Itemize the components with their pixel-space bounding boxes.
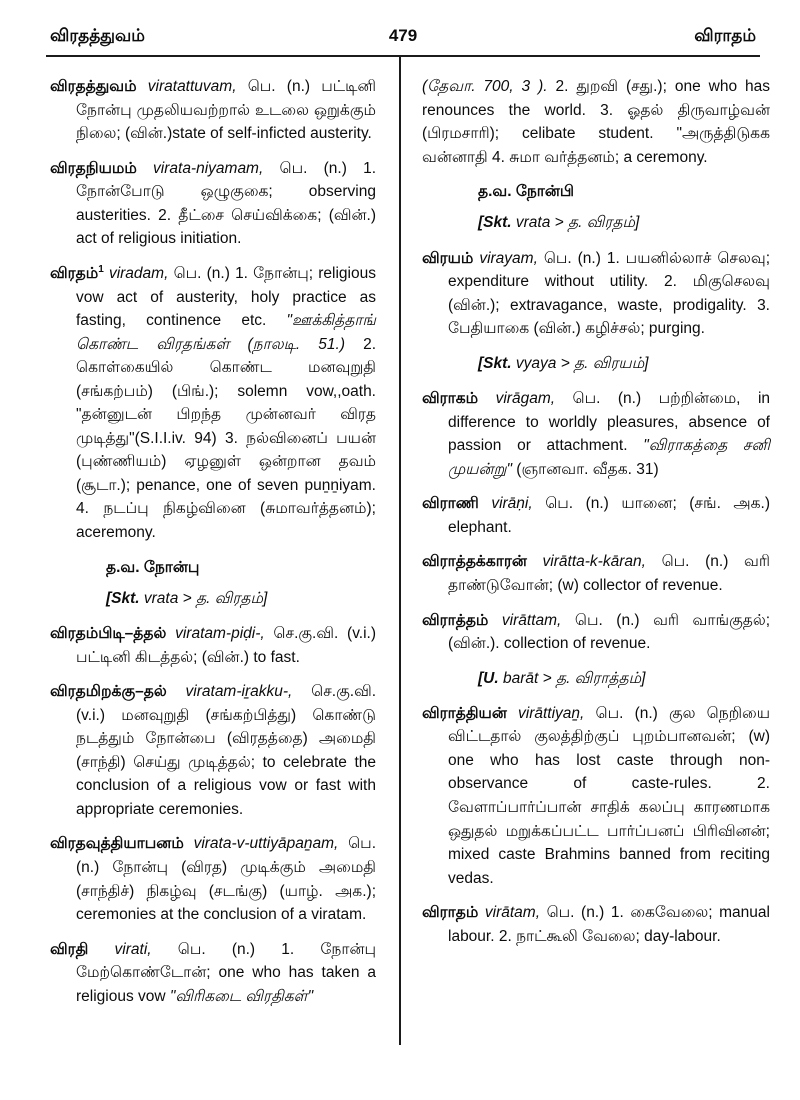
entry-virattam	[422, 609, 770, 656]
entry-viratta-k-karan	[422, 550, 770, 597]
entry-quote: "விரிகடை விரதிகள்"	[169, 987, 314, 1005]
etymology-note	[478, 211, 770, 234]
entry-viratam-labour	[422, 901, 770, 948]
headword-superscript: 1	[98, 263, 104, 275]
entry-grammar-tag: செ.கு.வி. (v.i.)	[76, 683, 377, 724]
entry-viradam	[50, 262, 376, 545]
entry-grammar-tag: பெ. (n.)	[661, 553, 729, 571]
etymology-note	[478, 352, 770, 375]
entry-headword: விராத்தியன்	[422, 704, 507, 722]
etymology-text: vrata > த. விரதம்]	[511, 214, 640, 232]
etymology-note	[478, 667, 770, 690]
etymology-text: barāt > த. விராத்தம்]	[498, 669, 646, 687]
entry-headword: விரதத்துவம்	[50, 78, 137, 95]
entry-viragam	[422, 387, 770, 481]
etymology-source-label: [Skt.	[106, 589, 140, 607]
entry-transliteration: virātam,	[484, 904, 540, 922]
entry-citation: (ஞானவா. வீதக. 31)	[512, 460, 659, 478]
page-body	[0, 57, 800, 1019]
entry-grammar-tag: பெ. (n.)	[574, 611, 640, 629]
entry-transliteration: virayam,	[479, 249, 538, 267]
entry-headword: விராதம்	[422, 904, 479, 922]
entry-definition: 1. கைவேலை; manual labour. 2. நாட்கூலி வேலை; day-labour.	[448, 904, 770, 945]
entry-grammar-tag: பெ. (n.)	[546, 904, 605, 922]
entry-transliteration: virātta-k-kāran,	[542, 553, 646, 571]
entry-virata-niyamam	[50, 157, 376, 251]
etymology-source-label: [U.	[478, 669, 499, 687]
entry-virayam	[422, 247, 770, 341]
entry-definition: மனவுறுதி (சங்கற்பித்து) கொண்டு நடத்தும் நோன்பை (விரதத்தை) அமைதி (சாந்தி) செய்து முடித்தல்; to celebrate the conclusion of a religious vow or fast with appropriate ceremonies.	[76, 706, 376, 818]
column-divider	[399, 57, 401, 1045]
entry-definition: 2. துறவி (சது.); one who has renounces the world. 3. ஓதல் திருவாழ்வன் (பிரமசாரி); celibate student. "அருத்திடுகக வன்னாதி 4. சுமா வர்த்தனம்; a ceremony.	[422, 78, 770, 166]
entry-viratam-irakku	[50, 680, 376, 821]
entry-virattiyan	[422, 702, 770, 890]
entry-headword: விரதவுத்தியாபனம்	[50, 835, 184, 853]
page-number: 479	[388, 26, 418, 45]
entry-virani	[422, 492, 770, 539]
entry-virati	[50, 938, 376, 1009]
entry-headword: விரதி	[50, 940, 89, 958]
entry-headword: விராத்தக்காரன்	[422, 553, 527, 571]
etymology-text: vrata > த. விரதம்]	[139, 589, 268, 607]
entry-headword: விராணி	[422, 495, 479, 513]
entry-definition: குல நெறியை விட்டதால் குலத்திற்குப் புறம்பானவன்; (w) one who has lost caste through non-observance of caste-rules. 2. வேளாப்பார்ப்பான் சாதிக் கலப்பு காரணமாக ஒதுதல் மறுக்கப்பட்ட பார்ப்பனப் பிரிவினன்; mixed caste Brahmins banned from reciting vedas.	[448, 704, 770, 887]
tamil-equivalent-note: த.வ. நோன்பு	[106, 558, 200, 576]
entry-grammar-tag: பெ. (n.)	[173, 264, 230, 282]
entry-viratam-pidi	[50, 622, 376, 669]
right-column	[392, 75, 770, 1019]
tamil-equivalent-note: த.வ. நோன்பி	[478, 183, 575, 201]
page-header	[0, 0, 800, 52]
entry-grammar-tag: பெ. (n.)	[545, 495, 609, 513]
etymology-text: vyaya > த. விரயம்]	[511, 354, 649, 372]
guide-word-left: விரதத்துவம்	[50, 26, 145, 45]
entry-definition: யானை; (சங். அக.) elephant.	[448, 495, 771, 536]
entry-grammar-tag: பெ. (n.)	[572, 390, 642, 408]
entry-definition: 1. நோன்பு; religious vow act of austerity, holy practice as fasting, continence etc.	[76, 264, 376, 330]
entry-transliteration: virata-v-uttiyāpaṉam,	[193, 835, 339, 853]
left-column	[50, 75, 392, 1019]
entry-transliteration: viratam-iṟakku-,	[185, 683, 293, 701]
entry-transliteration: viratam-piḍi-,	[175, 625, 265, 643]
entry-definition: 2. கொள்கையில் கொண்ட மனவுறுதி (சங்கற்பம்) (பிங்.); solemn vow,,oath. "தன்னுடன் பிறந்த முன்னவர் விரத முடித்து"(S.I.I.iv. 94) 3. நல்வினைப் பயன் (புண்ணியம்) ஏழனுள் ஒன்றான தவம் (சூடா.); penance, one of seven puṉṉiyam. 4. நடப்பு நிகழ்வினை (சுமாவர்த்தனம்); aceremony.	[76, 335, 376, 541]
entry-grammar-tag: பெ. (n.)	[177, 940, 256, 958]
entry-transliteration: virāttam,	[501, 611, 562, 629]
entry-transliteration: virāgam,	[495, 390, 556, 408]
entry-grammar-tag: பெ. (n.)	[247, 78, 311, 95]
etymology-source-label: [Skt.	[478, 354, 512, 372]
entry-transliteration: viradam,	[108, 264, 169, 282]
entry-quote: "ஊக்கித்தாங் கொண்ட விரதங்கள் (நாலடி. 51.)	[76, 312, 376, 353]
entry-definition: பட்டினி கிடத்தல்; (வின்.) to fast.	[76, 648, 300, 666]
entry-transliteration: virati,	[114, 940, 152, 958]
continuation-paragraph	[422, 75, 770, 169]
entry-definition: நோன்பு (விரத) முடிக்கும் அமைதி (சாந்திச்) நிகழ்வு (சடங்கு) (யாழ். அக.); ceremonies at the conclusion of a viratam.	[76, 858, 377, 924]
entry-grammar-tag: செ.கு.வி. (v.i.)	[273, 625, 377, 643]
entry-headword: விரதம்$^1$	[50, 263, 104, 282]
entry-grammar-tag: பெ. (n.)	[279, 159, 347, 177]
entry-viratattuvam	[50, 75, 376, 146]
entry-transliteration: virata-niyamam,	[153, 159, 264, 177]
entry-headword: விராகம்	[422, 390, 479, 408]
etymology-note	[106, 587, 376, 610]
entry-transliteration: virāttiyaṉ,	[518, 704, 585, 722]
entry-headword: விரதம்பிடி–த்தல்	[50, 625, 167, 643]
entry-headword: விரயம்	[422, 249, 474, 267]
etymology-source-label: [Skt.	[478, 214, 512, 232]
entry-definition: வரி தாண்டுவோன்; (w) collector of revenue.	[448, 553, 770, 594]
entry-headword: விரதநியமம்	[50, 159, 137, 177]
entry-definition: பற்றின்மை, in difference to worldly pleasures, absence of passion or attachment.	[448, 390, 771, 455]
entry-virata-uttiyapanam	[50, 832, 376, 926]
entry-definition: பட்டினி நோன்பு முதலியவற்றால் உடலை ஒறுக்கும் நிலை; (வின்.)state of self-inficted austerity.	[76, 78, 376, 143]
entry-grammar-tag: பெ. (n.)	[76, 835, 376, 876]
entry-transliteration: virāṇi,	[491, 495, 533, 513]
entry-grammar-tag: பெ. (n.)	[595, 704, 658, 722]
entry-definition: 1. பயனில்லாச் செலவு; expenditure without utility. 2. மிகுசெலவு (வின்.); extravagance, waste, prodigality. 3. பேதியாகை (வின்.) கழிச்சல்; purging.	[448, 249, 771, 338]
entry-headword: விராத்தம்	[422, 611, 489, 629]
entry-transliteration: viratattuvam,	[147, 78, 237, 95]
entry-quote: "விராகத்தை சனி முயன்று"	[448, 437, 770, 478]
entry-definition: 1. நோன்பு மேற்கொண்டோன்; one who has taken a religious vow	[76, 940, 377, 1005]
entry-grammar-tag: பெ. (n.)	[543, 249, 601, 267]
guide-word-right: விராதம்	[694, 26, 756, 45]
entry-quote-reference: (தேவா. 700, 3 ).	[422, 78, 548, 95]
entry-headword: விரதமிறக்கு–தல்	[50, 683, 167, 701]
entry-definition: வரி வாங்குதல்; (வின்.). collection of revenue.	[448, 611, 771, 653]
entry-definition: 1. நோன்போடு ஒழுகுகை; observing austerities. 2. தீட்சை செய்விக்கை; (வின்.) act of religious initiation.	[76, 159, 377, 248]
